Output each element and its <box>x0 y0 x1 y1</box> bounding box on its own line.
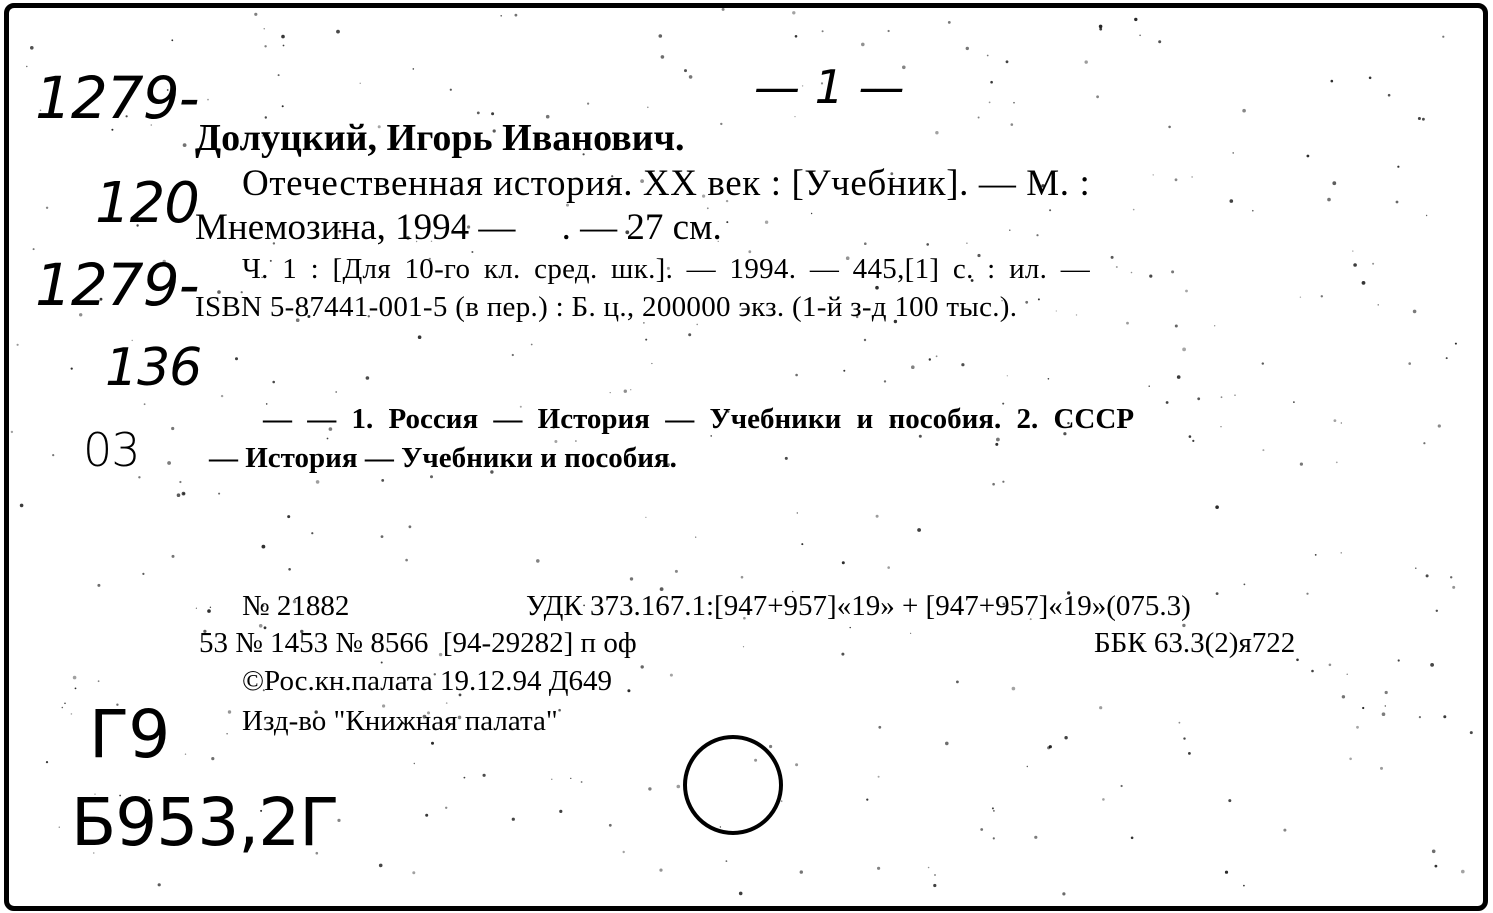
catalog-card <box>4 3 1488 911</box>
card-number: № 21882 <box>242 590 350 622</box>
handwritten-code-4: 136 <box>105 338 202 398</box>
author-heading: Долуцкий, Игорь Иванович. <box>195 117 685 159</box>
volume-line-2: ISBN 5-87441-001-5 (в пер.) : Б. ц., 200000 экз. (1-й з-д 100 тыс.). <box>195 291 1018 323</box>
handwritten-code-1: 1279- <box>35 64 199 132</box>
copyright-line: ©Рос.кн.палата 19.12.94 Д649 <box>242 665 613 697</box>
title-line-2: Мнемозина, 1994 — . — 27 см. <box>195 207 722 248</box>
subjects-line-2: — История — Учебники и пособия. <box>209 442 677 474</box>
page-marker: — 1 — <box>754 60 905 114</box>
handwritten-code-6: Г9 <box>89 696 170 773</box>
title-line-1: Отечественная история. XX век : [Учебник]. — М. : <box>242 163 1091 204</box>
publisher-line: Изд-во "Книжная палата" <box>242 705 558 737</box>
handwritten-code-3: 1279- <box>35 251 199 319</box>
bbk-code: ББК 63.3(2)я722 <box>1094 627 1296 659</box>
punch-hole-circle <box>683 735 783 835</box>
volume-line-1: Ч. 1 : [Для 10-го кл. сред. шк.]. — 1994. — 445,[1] с. : ил. — <box>242 253 1091 285</box>
handwritten-code-2: 120 <box>95 171 199 236</box>
udk-code: УДК 373.167.1:[947+957]«19» + [947+957]«19»(075.3) <box>526 590 1191 622</box>
subjects-line-1: — — 1. Россия — История — Учебники и пособия. 2. СССР <box>263 403 1135 435</box>
handwritten-code-5: 03 <box>83 423 140 477</box>
registration-line: 53 № 1453 № 8566 [94-29282] п оф <box>199 627 637 659</box>
handwritten-code-7: Б953,2Г <box>71 784 339 861</box>
